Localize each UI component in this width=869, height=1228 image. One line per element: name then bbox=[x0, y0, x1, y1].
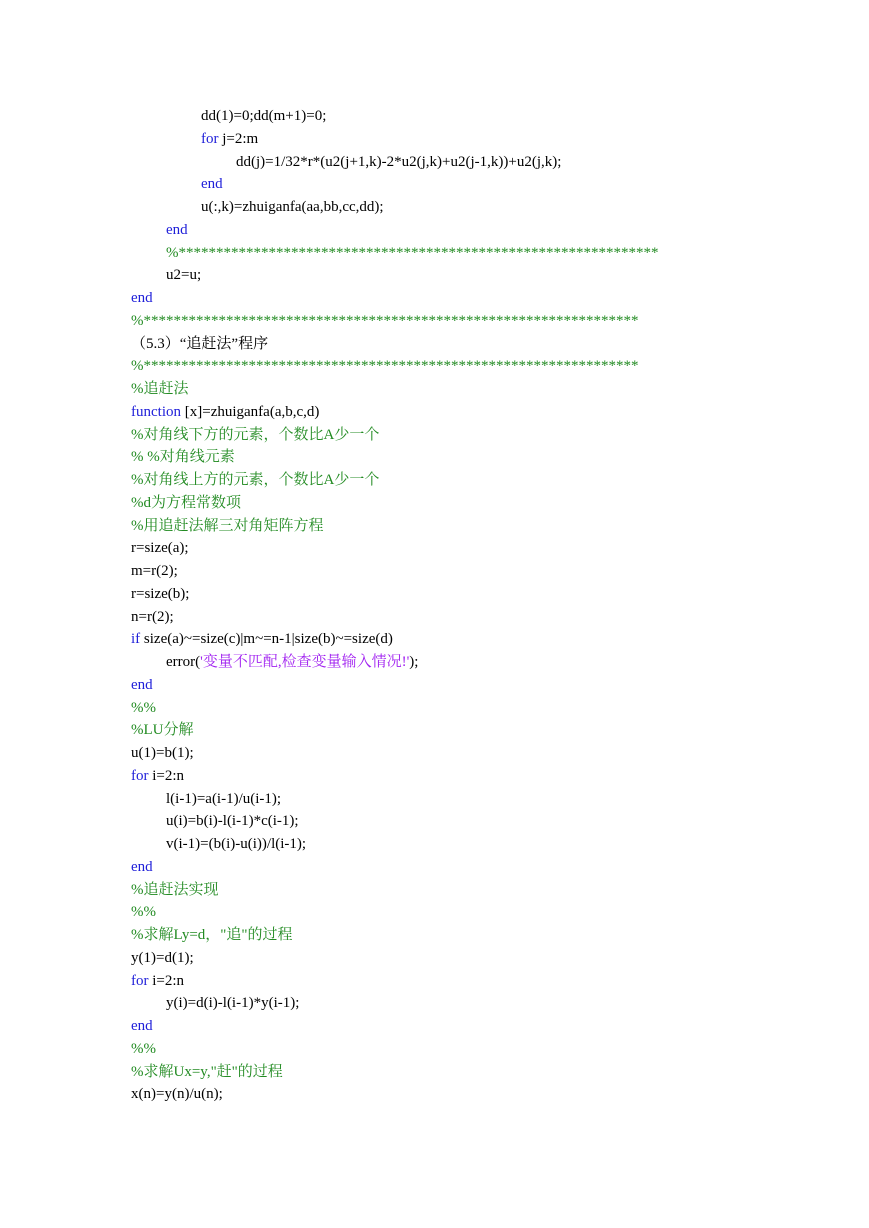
code-line bbox=[131, 105, 851, 128]
code-comment: %LU分解 bbox=[131, 722, 194, 739]
code-line bbox=[131, 128, 851, 151]
code-line bbox=[131, 469, 851, 492]
code-text: x(n)=y(n)/u(n); bbox=[131, 1086, 223, 1103]
code-keyword: if bbox=[131, 631, 141, 648]
code-keyword: function bbox=[131, 403, 181, 420]
code-keyword: for bbox=[131, 972, 149, 989]
code-comment: %追赶法 bbox=[131, 381, 189, 397]
code-comment: %求解Ly=d，"追"的过程 bbox=[131, 927, 293, 943]
code-line bbox=[131, 1083, 851, 1106]
code-text: i=2:n bbox=[148, 767, 185, 784]
code-line bbox=[131, 1015, 851, 1038]
code-string: '变量不匹配,检查变量输入情况!' bbox=[200, 654, 410, 670]
code-comment: %对角线下方的元素，个数比A少一个 bbox=[131, 426, 380, 443]
code-keyword: end bbox=[131, 1018, 153, 1034]
code-line bbox=[131, 833, 851, 856]
code-comment: %追赶法实现 bbox=[131, 881, 219, 898]
code-line bbox=[131, 173, 851, 196]
code-text: error( bbox=[166, 654, 201, 670]
code-line bbox=[131, 765, 851, 788]
code-text: v(i-1)=(b(i)-u(i))/l(i-1); bbox=[166, 836, 307, 852]
code-comment: % %对角线元素 bbox=[131, 449, 235, 466]
code-text: r=size(b); bbox=[131, 585, 190, 602]
code-keyword: for bbox=[131, 767, 149, 784]
code-text: r=size(a); bbox=[131, 540, 189, 557]
code-line bbox=[131, 560, 851, 583]
code-line bbox=[131, 1061, 851, 1084]
code-text: u2=u; bbox=[166, 267, 202, 284]
code-keyword: for bbox=[201, 130, 219, 147]
code-text: u(:,k)=zhuiganfa(aa,bb,cc,dd); bbox=[201, 199, 384, 215]
code-text: ); bbox=[409, 654, 419, 670]
code-comment: %****************************************************************** bbox=[131, 312, 639, 329]
code-line bbox=[131, 992, 851, 1015]
code-keyword: end bbox=[131, 290, 153, 306]
code-keyword: end bbox=[166, 221, 188, 238]
code-line bbox=[131, 674, 851, 697]
code-line bbox=[131, 606, 851, 629]
code-line bbox=[131, 378, 851, 401]
code-line bbox=[131, 947, 851, 970]
code-keyword: end bbox=[201, 176, 223, 193]
code-line bbox=[131, 424, 851, 447]
code-line bbox=[131, 333, 851, 356]
code-comment: %**************************************************************** bbox=[166, 244, 659, 261]
code-line bbox=[131, 537, 851, 560]
code-line bbox=[131, 446, 851, 469]
code-line bbox=[131, 151, 851, 174]
code-comment: %用追赶法解三对角矩阵方程 bbox=[131, 517, 324, 534]
code-line bbox=[131, 719, 851, 742]
code-text: （5.3）“追赶法”程序 bbox=[131, 335, 269, 352]
code-keyword: end bbox=[131, 676, 153, 693]
code-text: l(i-1)=a(i-1)/u(i-1); bbox=[166, 790, 282, 807]
code-text: m=r(2); bbox=[131, 563, 178, 579]
code-comment: %% bbox=[131, 904, 156, 921]
code-line bbox=[131, 242, 851, 265]
code-text: u(i)=b(i)-l(i-1)*c(i-1); bbox=[166, 813, 299, 830]
code-text: dd(j)=1/32*r*(u2(j+1,k)-2*u2(j,k)+u2(j-1,k))+u2(j,k); bbox=[236, 153, 562, 170]
code-text: y(i)=d(i)-l(i-1)*y(i-1); bbox=[166, 995, 300, 1012]
code-line bbox=[131, 515, 851, 538]
code-line bbox=[131, 788, 851, 811]
code-comment: %****************************************************************** bbox=[131, 358, 639, 375]
code-line bbox=[131, 264, 851, 287]
code-line bbox=[131, 924, 851, 947]
code-comment: %% bbox=[131, 699, 156, 716]
code-line bbox=[131, 196, 851, 219]
code-text: j=2:m bbox=[218, 130, 259, 147]
code-line bbox=[131, 219, 851, 242]
code-line bbox=[131, 287, 851, 310]
code-line bbox=[131, 310, 851, 333]
code-comment: %求解Ux=y,"赶"的过程 bbox=[131, 1063, 283, 1080]
code-line bbox=[131, 628, 851, 651]
code-line bbox=[131, 355, 851, 378]
code-text: u(1)=b(1); bbox=[131, 745, 194, 761]
code-line bbox=[131, 970, 851, 993]
code-listing bbox=[131, 105, 851, 1106]
code-line bbox=[131, 879, 851, 902]
code-text: i=2:n bbox=[148, 972, 185, 989]
code-comment: %对角线上方的元素，个数比A少一个 bbox=[131, 472, 380, 488]
code-comment: %% bbox=[131, 1040, 156, 1057]
code-comment: %d为方程常数项 bbox=[131, 494, 241, 511]
code-line bbox=[131, 401, 851, 424]
code-line bbox=[131, 583, 851, 606]
code-line bbox=[131, 742, 851, 765]
code-text: size(a)~=size(c)|m~=n-1|size(b)~=size(d) bbox=[140, 631, 393, 648]
code-line bbox=[131, 492, 851, 515]
code-text: n=r(2); bbox=[131, 608, 174, 625]
code-line bbox=[131, 697, 851, 720]
code-line bbox=[131, 901, 851, 924]
code-text: dd(1)=0;dd(m+1)=0; bbox=[201, 108, 327, 124]
code-text: [x]=zhuiganfa(a,b,c,d) bbox=[181, 403, 320, 420]
code-line bbox=[131, 1038, 851, 1061]
code-keyword: end bbox=[131, 858, 153, 875]
code-line bbox=[131, 810, 851, 833]
code-line bbox=[131, 651, 851, 674]
code-line bbox=[131, 856, 851, 879]
code-text: y(1)=d(1); bbox=[131, 949, 194, 966]
